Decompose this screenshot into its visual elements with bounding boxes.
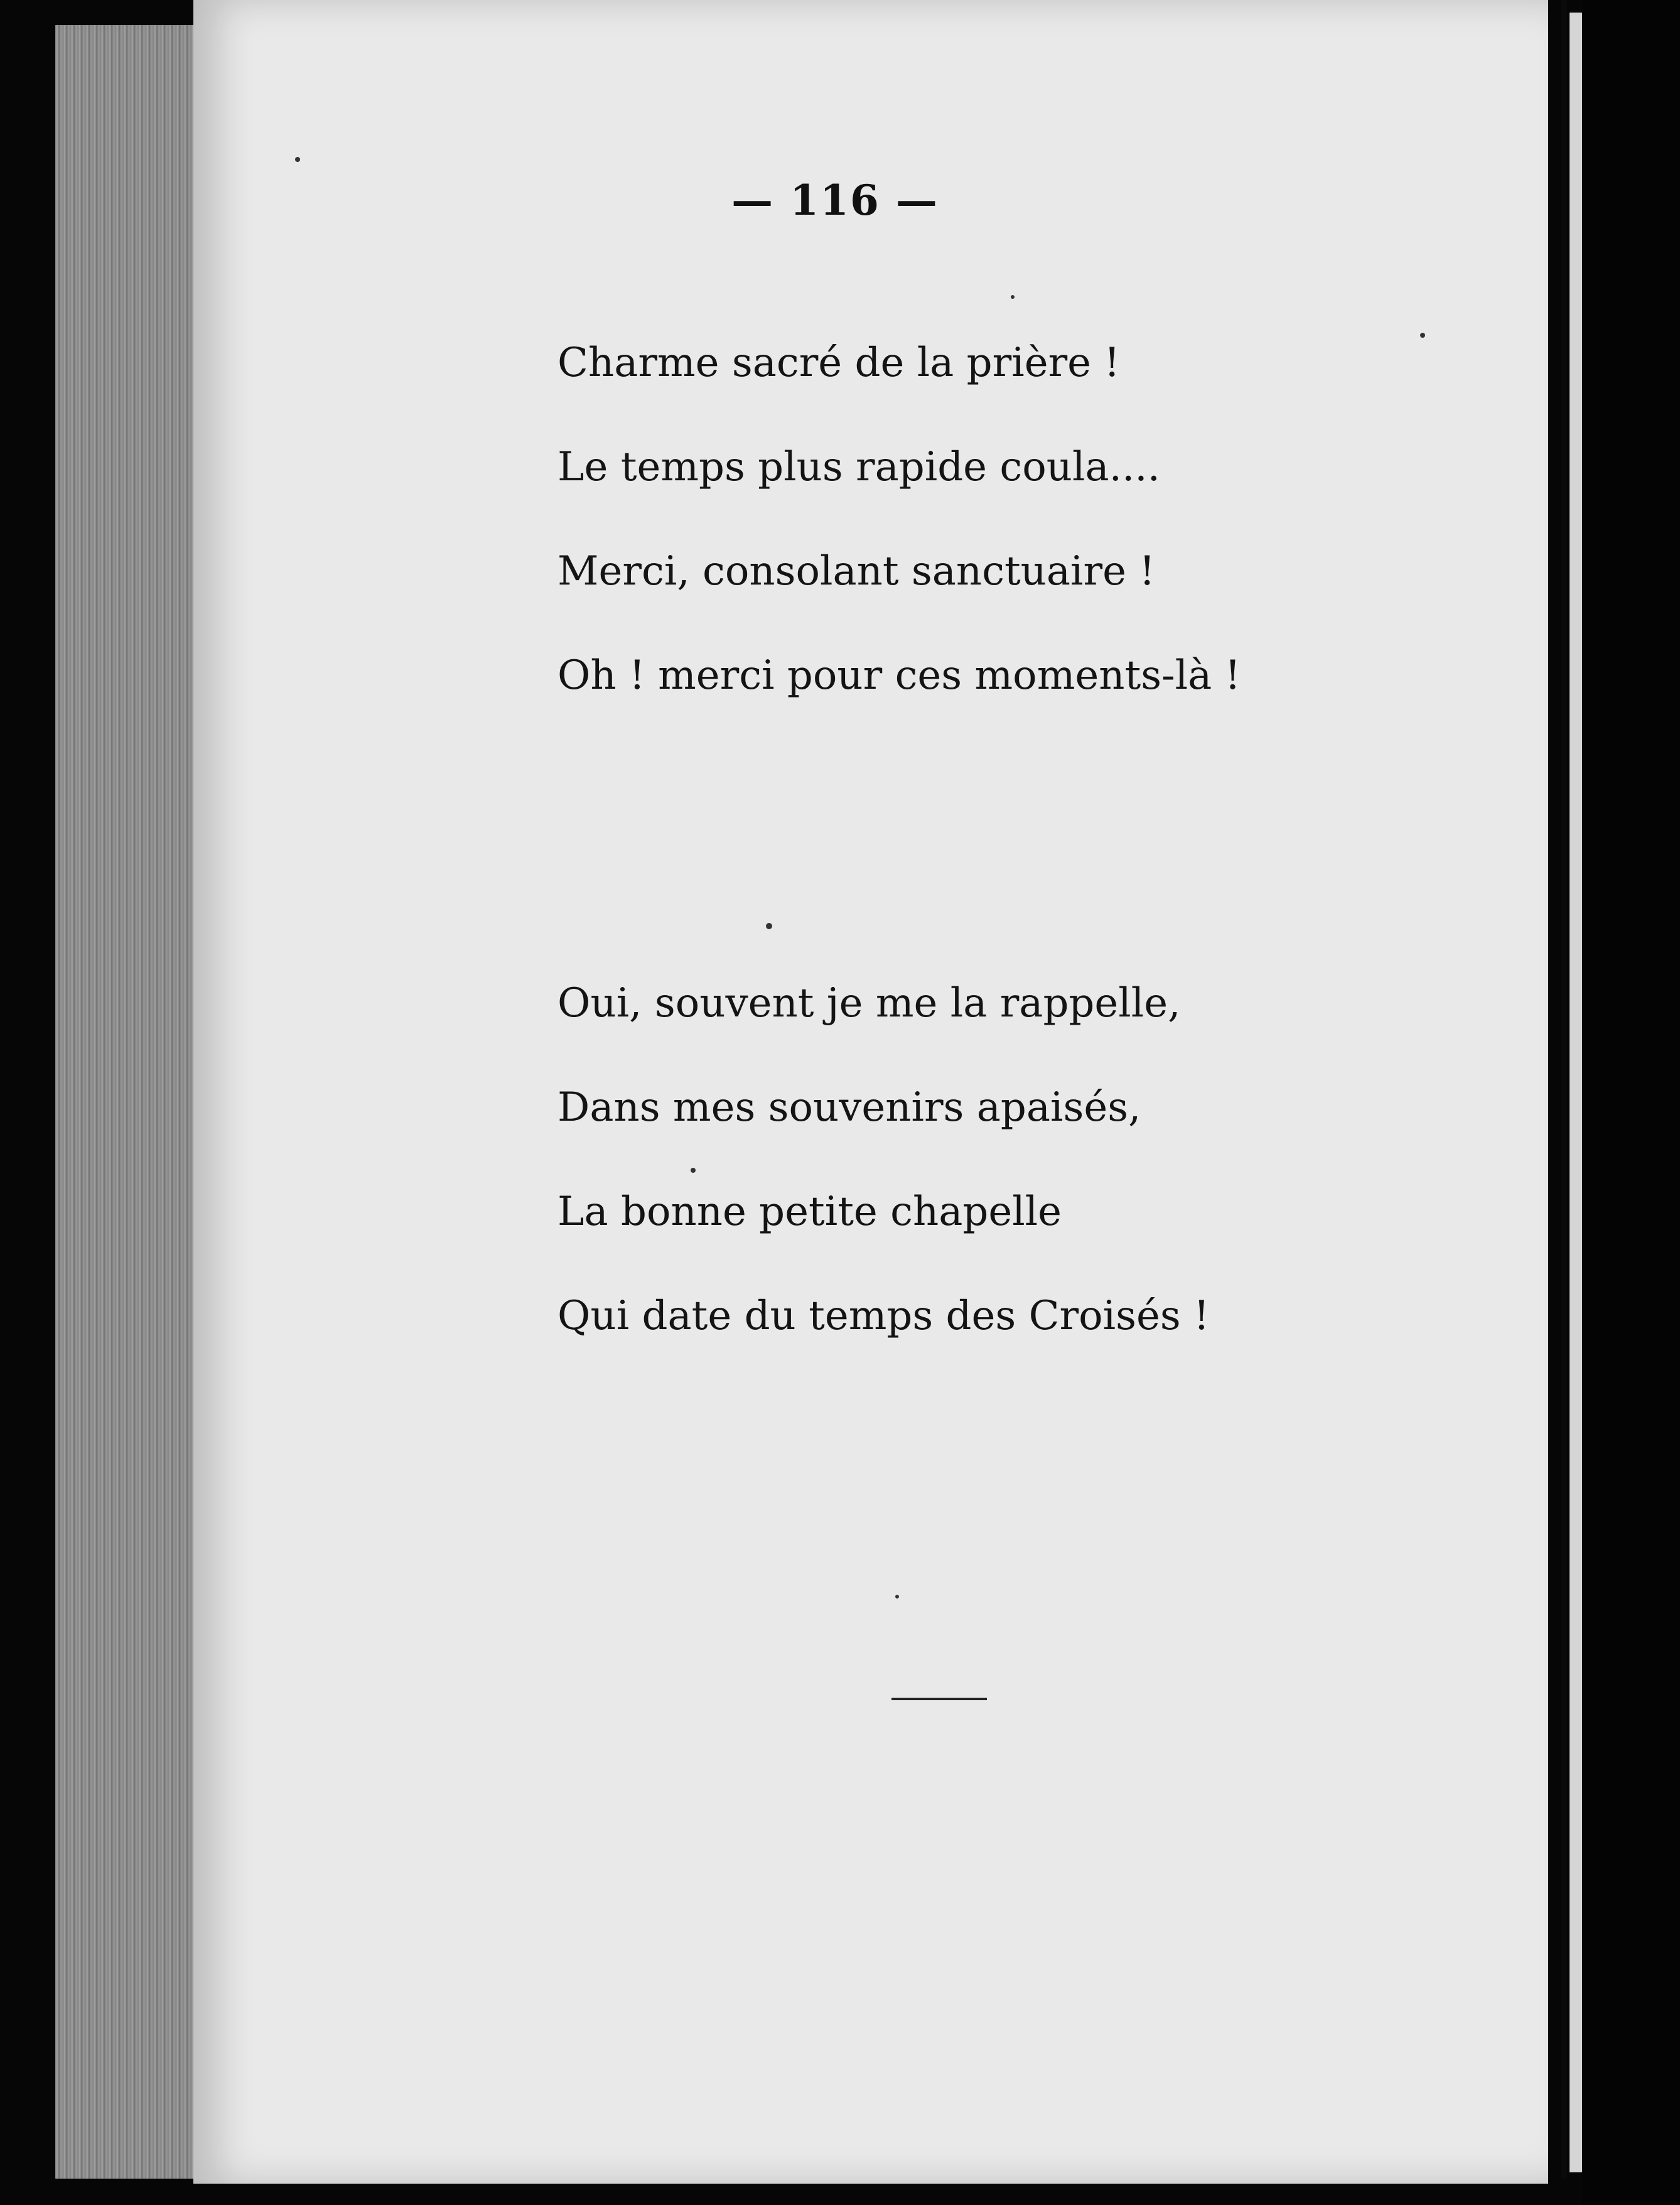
dust-speck — [691, 1168, 696, 1173]
verse-line: Merci, consolant sanctuaire ! — [557, 548, 1156, 595]
dust-speck — [1420, 333, 1425, 338]
verse-line: Oh ! merci pour ces moments-là ! — [557, 652, 1241, 699]
dust-speck — [895, 1595, 899, 1598]
stanza-2 — [557, 951, 1210, 1368]
verse-line: Oui, souvent je me la rappelle, — [557, 980, 1181, 1027]
dust-speck — [766, 923, 772, 929]
stanza-1 — [557, 311, 1241, 728]
gutter-divider — [1561, 0, 1567, 2179]
verse-line: Le temps plus rapide coula.... — [557, 444, 1160, 490]
end-rule-divider — [891, 1698, 987, 1700]
dust-speck — [1011, 295, 1015, 299]
dust-speck — [295, 157, 300, 162]
verse-line: Dans mes souvenirs apaisés, — [557, 1084, 1141, 1131]
facing-page-shadow — [1582, 0, 1680, 2205]
verse-line: Charme sacré de la prière ! — [557, 340, 1121, 386]
verse-line: Qui date du temps des Croisés ! — [557, 1293, 1210, 1339]
book-page-edges — [55, 25, 206, 2179]
verse-line: La bonne petite chapelle — [557, 1189, 1062, 1235]
page-number: — 116 — — [731, 176, 939, 225]
facing-page-edge — [1570, 13, 1582, 2172]
